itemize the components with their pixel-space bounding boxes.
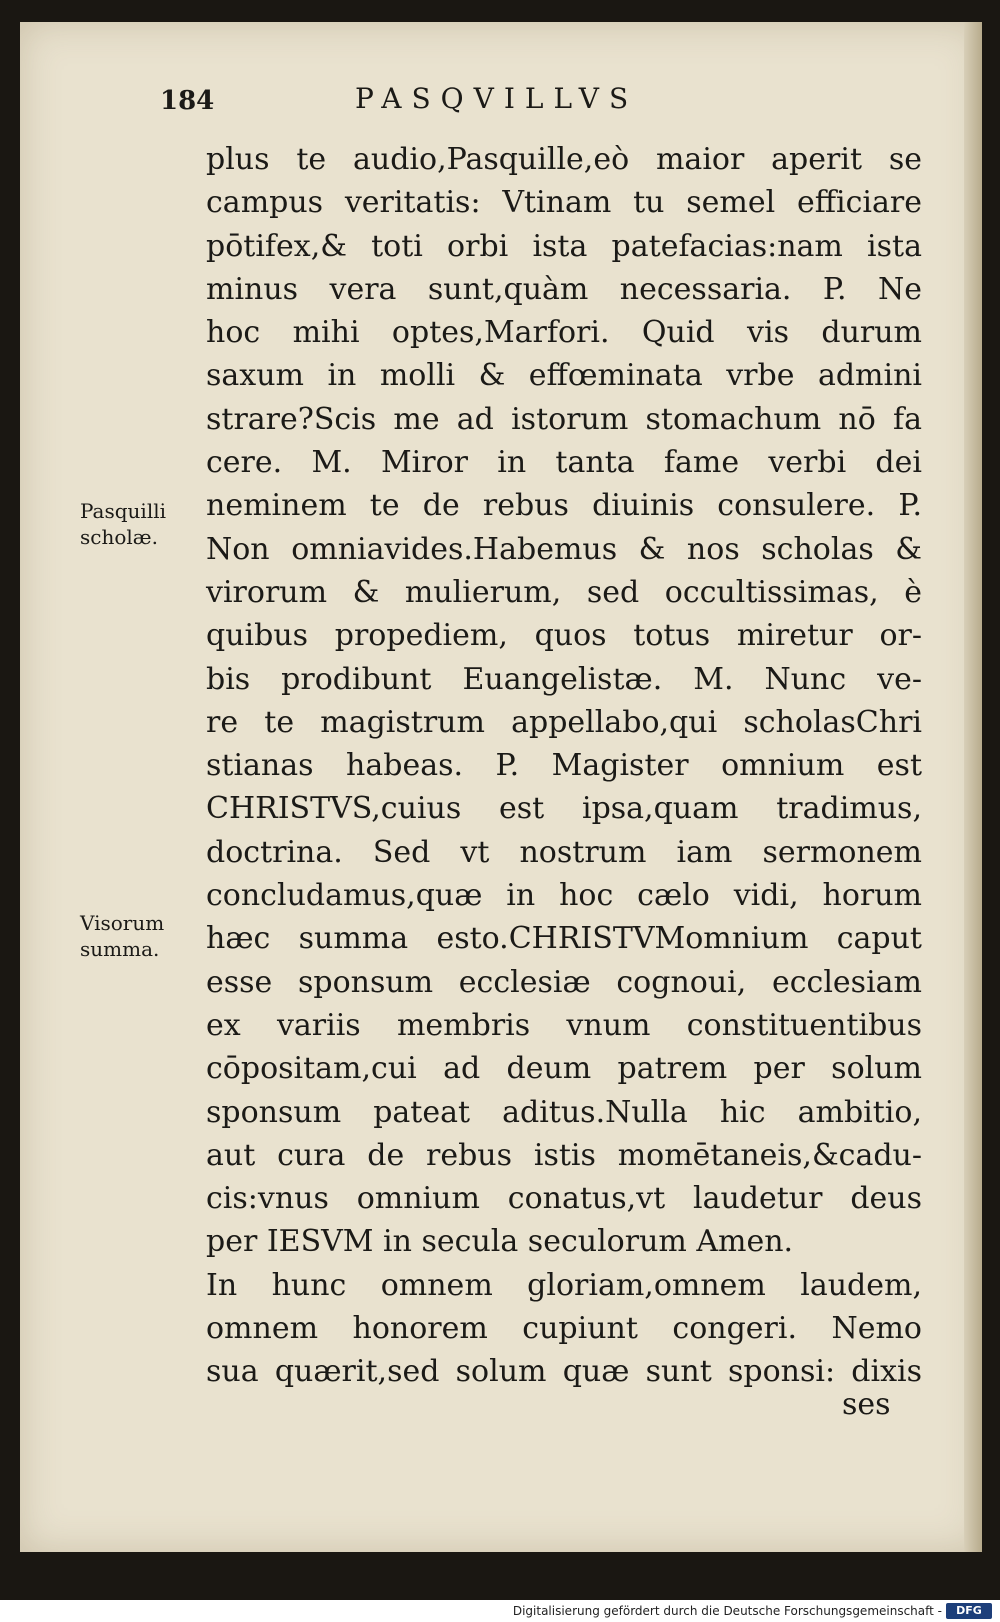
text-line: esse sponsum ecclesiæ cognoui, ecclesiam <box>206 964 922 1000</box>
text-line: aut cura de rebus istis momētaneis,&cadu- <box>206 1137 922 1173</box>
running-title: PASQVILLVS <box>355 82 639 115</box>
text-line: bis prodibunt Euangelistæ. M. Nunc ve- <box>206 661 922 697</box>
text-line: saxum in molli & effœminata vrbe admini <box>206 358 922 394</box>
margin-note-visorum <box>80 910 200 962</box>
text-line: hoc mihi optes,Marfori. Quid vis durum <box>206 315 922 351</box>
margin-note-line: summa. <box>80 937 160 961</box>
text-line: campus veritatis: Vtinam tu semel efficiare <box>206 185 922 221</box>
catchword: ses <box>842 1387 891 1422</box>
text-line: hæc summa esto.CHRISTVMomnium caput <box>206 921 922 957</box>
text-line: cis:vnus omnium conatus,vt laudetur deus <box>206 1181 922 1217</box>
footer-credit: Digitalisierung gefördert durch die Deutsche Forschungsgemeinschaft - <box>512 1604 942 1618</box>
text-line: minus vera sunt,quàm necessaria. P. Ne <box>206 271 922 307</box>
folio-number: 184 <box>160 86 215 116</box>
text-line: doctrina. Sed vt nostrum iam sermonem <box>206 834 922 870</box>
body-text <box>206 138 922 1394</box>
dfg-logo-icon: DFG <box>946 1603 992 1619</box>
text-line: Non omniavides.Habemus & nos scholas & <box>206 531 922 567</box>
text-line: cōpositam,cui ad deum patrem per solum <box>206 1051 922 1087</box>
margin-note-line: Pasquilli <box>80 499 167 523</box>
text-line: omnem honorem cupiunt congeri. Nemo <box>206 1311 922 1347</box>
text-line: sua quærit,sed solum quæ sunt sponsi: dixis <box>206 1354 922 1390</box>
text-line: strare?Scis me ad istorum stomachum nō fa <box>206 401 922 437</box>
margin-note-line: Visorum <box>80 911 165 935</box>
margin-note-line: scholæ. <box>80 525 158 549</box>
text-line: In hunc omnem gloriam,omnem laudem, <box>206 1267 922 1303</box>
text-line: concludamus,quæ in hoc cælo vidi, horum <box>206 878 922 914</box>
text-line: CHRISTVS,cuius est ipsa,quam tradimus, <box>206 791 922 827</box>
text-line: stianas habeas. P. Magister omnium est <box>206 748 922 784</box>
text-line: plus te audio,Pasquille,eò maior aperit se <box>206 142 922 177</box>
text-line: re te magistrum appellabo,qui scholasChri <box>206 704 922 740</box>
text-line: neminem te de rebus diuinis consulere. P. <box>206 488 922 524</box>
page-header <box>160 72 880 120</box>
text-line: quibus propediem, quos totus miretur or- <box>206 618 922 654</box>
text-line: cere. M. Miror in tanta fame verbi dei <box>206 445 922 481</box>
text-line: ex variis membris vnum constituentibus <box>206 1007 922 1043</box>
page-edge <box>964 22 982 1552</box>
text-line: virorum & mulierum, sed occultissimas, è <box>206 574 922 610</box>
text-line: per IESVM in secula seculorum Amen. <box>206 1224 794 1260</box>
footer-bar <box>0 1600 1000 1622</box>
text-line: sponsum pateat aditus.Nulla hic ambitio, <box>206 1094 922 1130</box>
text-line: pōtifex,& toti orbi ista patefacias:nam ista <box>206 228 922 264</box>
margin-note-pasquilli <box>80 498 200 550</box>
